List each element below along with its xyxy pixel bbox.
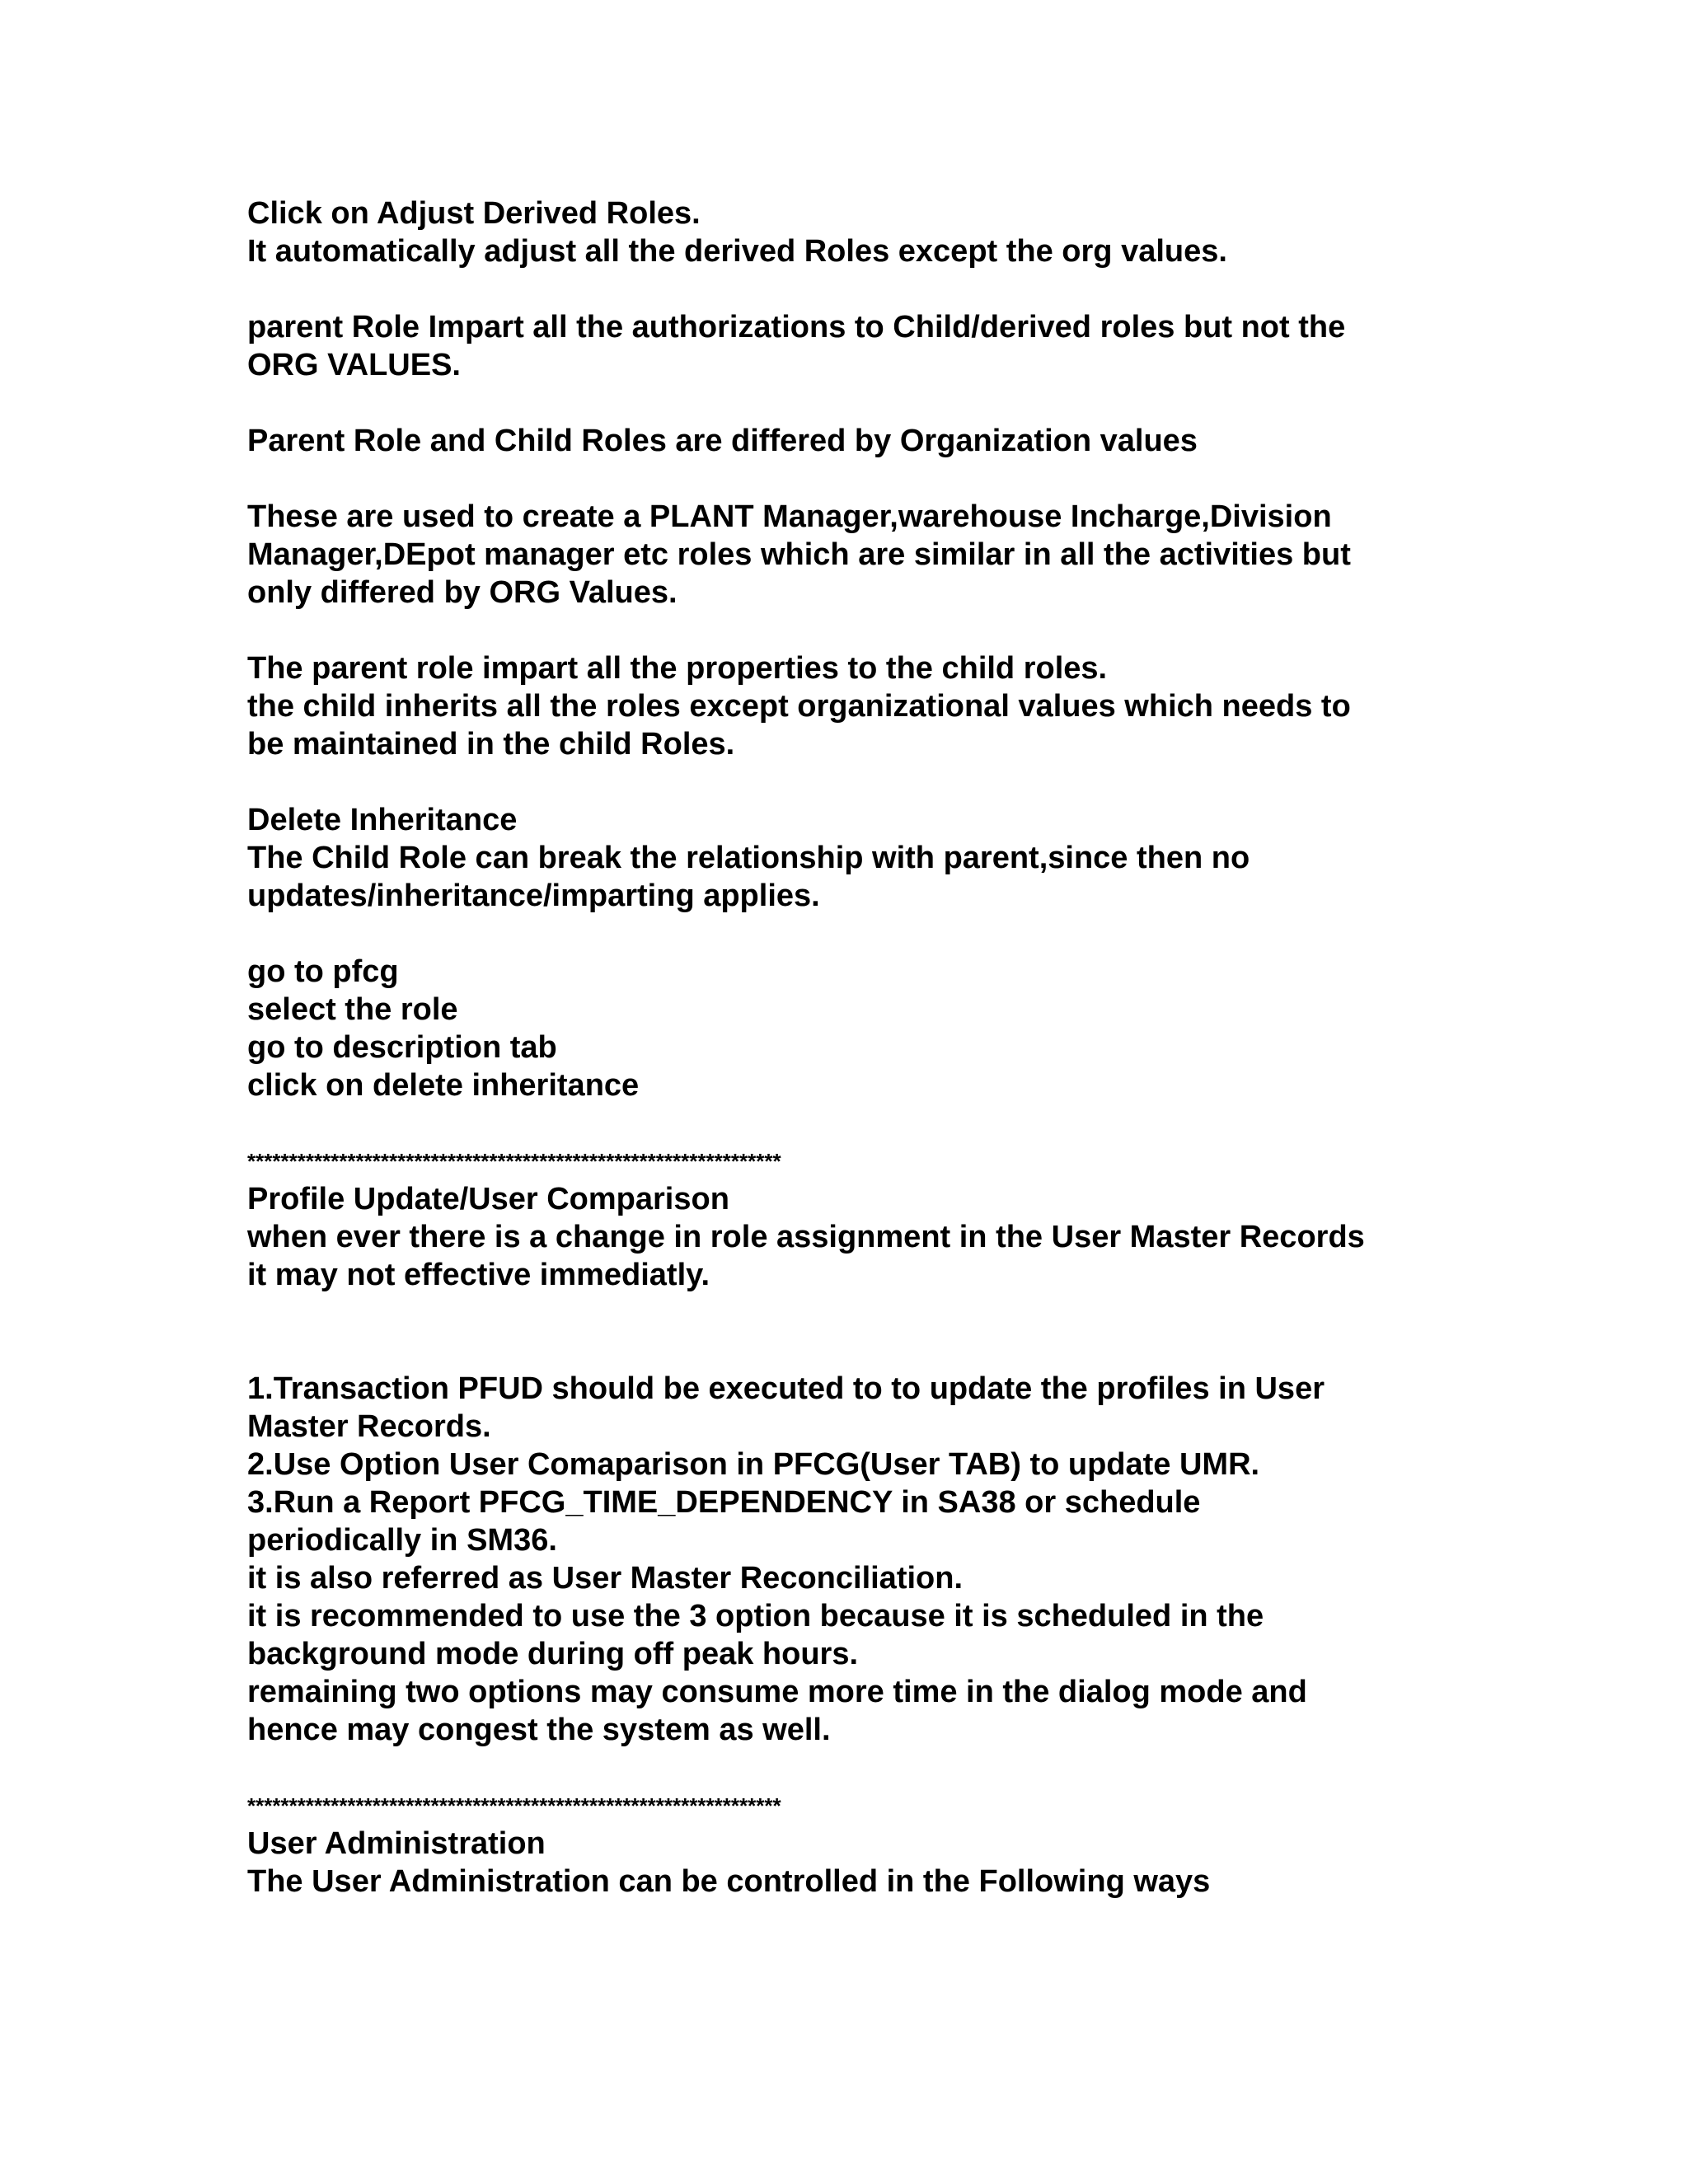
text-line: only differed by ORG Values. <box>247 575 678 610</box>
text-line: The Child Role can break the relationship with parent,since then no <box>247 841 1250 875</box>
paragraph-gap <box>247 1104 1500 1142</box>
section-heading: Profile Update/User Comparison <box>247 1182 729 1216</box>
paragraph-gap <box>247 763 1500 801</box>
text-line: The parent role impart all the properties to the child roles. <box>247 651 1108 686</box>
paragraph-gap <box>247 270 1500 308</box>
text-line: Click on Adjust Derived Roles. <box>247 196 701 231</box>
section-heading: User Administration <box>247 1826 546 1861</box>
separator-stars: **************************************************************** <box>247 1793 781 1818</box>
text-line: background mode during off peak hours. <box>247 1637 859 1671</box>
step-line: go to pfcg <box>247 954 399 989</box>
text-line: hence may congest the system as well. <box>247 1713 831 1747</box>
step-line: go to description tab <box>247 1030 557 1065</box>
list-item: periodically in SM36. <box>247 1523 557 1558</box>
paragraph-gap <box>247 612 1500 649</box>
text-line: parent Role Impart all the authorizations to Child/derived roles but not the <box>247 310 1346 344</box>
text-line: be maintained in the child Roles. <box>247 727 735 762</box>
list-item: 3.Run a Report PFCG_TIME_DEPENDENCY in SA38 or schedule <box>247 1485 1201 1520</box>
step-line: click on delete inheritance <box>247 1068 640 1103</box>
paragraph-gap <box>247 384 1500 422</box>
text-line: updates/inheritance/imparting applies. <box>247 879 820 913</box>
paragraph-gap <box>247 460 1500 498</box>
list-item: 1.Transaction PFUD should be executed to to update the profiles in User <box>247 1371 1325 1406</box>
paragraph-gap <box>247 1294 1500 1370</box>
text-line: ORG VALUES. <box>247 348 461 382</box>
text-line: it may not effective immediatly. <box>247 1258 710 1292</box>
document-body <box>247 194 1500 1900</box>
step-line: select the role <box>247 992 458 1027</box>
paragraph-gap <box>247 1749 1500 1787</box>
text-line: when ever there is a change in role assignment in the User Master Records <box>247 1220 1365 1254</box>
text-line: remaining two options may consume more time in the dialog mode and <box>247 1675 1307 1709</box>
list-item: Master Records. <box>247 1409 491 1444</box>
text-line: These are used to create a PLANT Manager,warehouse Incharge,Division <box>247 499 1332 534</box>
list-item: 2.Use Option User Comaparison in PFCG(User TAB) to update UMR. <box>247 1447 1260 1482</box>
text-line: it is recommended to use the 3 option because it is scheduled in the <box>247 1599 1264 1633</box>
separator-stars: **************************************************************** <box>247 1149 781 1174</box>
text-line: Parent Role and Child Roles are differed by Organization values <box>247 424 1198 458</box>
text-line: The User Administration can be controlled in the Following ways <box>247 1864 1211 1899</box>
text-line: the child inherits all the roles except organizational values which needs to <box>247 689 1351 724</box>
paragraph-gap <box>247 915 1500 953</box>
text-line: It automatically adjust all the derived Roles except the org values. <box>247 234 1227 269</box>
section-heading: Delete Inheritance <box>247 803 518 837</box>
text-line: it is also referred as User Master Reconciliation. <box>247 1561 964 1596</box>
text-line: Manager,DEpot manager etc roles which are similar in all the activities but <box>247 537 1351 572</box>
